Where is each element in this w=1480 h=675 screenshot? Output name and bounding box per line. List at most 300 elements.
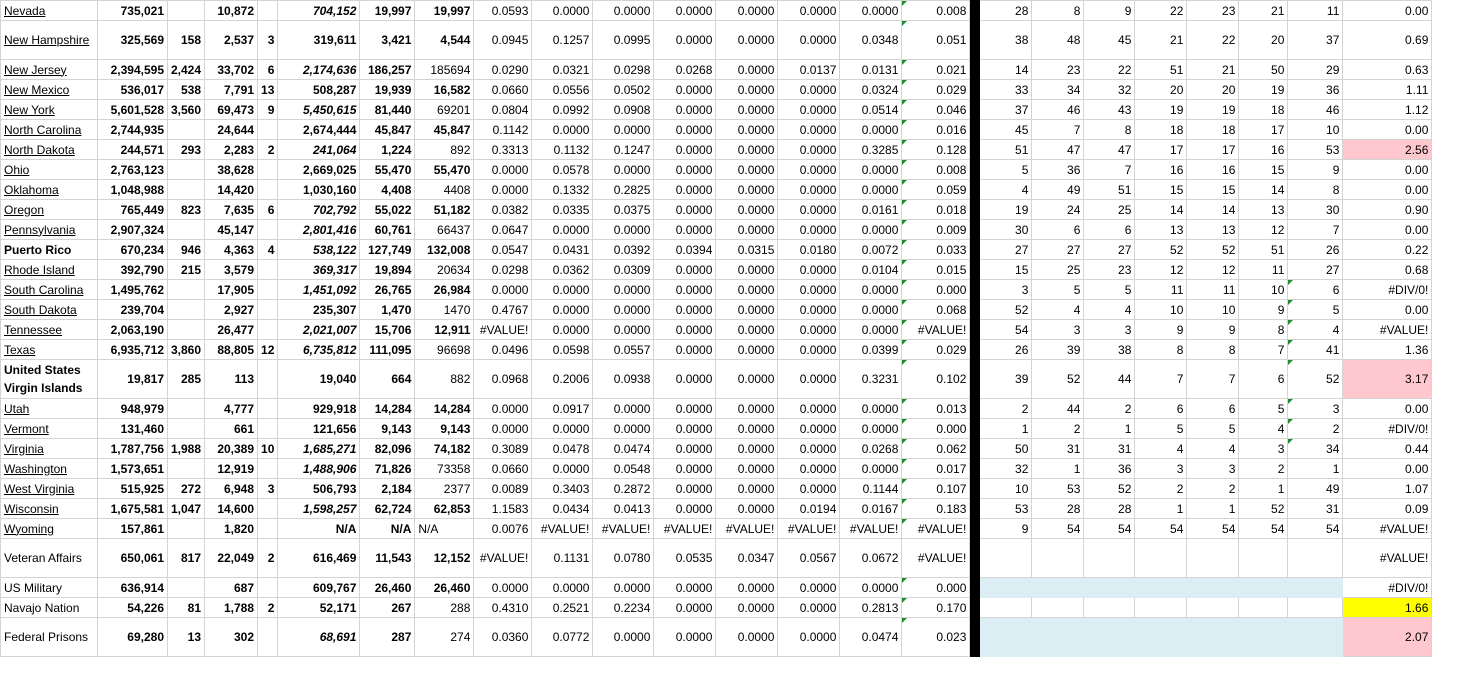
cell-d[interactable]: 6 [258,200,278,220]
cell-n[interactable]: 0.0348 [840,21,902,60]
cell-a[interactable]: 69,280 [98,618,168,657]
cell-c[interactable]: 113 [205,360,258,399]
cell-c[interactable]: 69,473 [205,100,258,120]
cell-g[interactable]: 274 [415,618,474,657]
cell-rank-6[interactable]: 14 [1239,180,1288,200]
cell-b[interactable] [168,459,205,479]
cell-o[interactable]: 0.107 [902,479,970,499]
cell-i[interactable]: 0.0434 [532,499,593,519]
cell-rank-3[interactable]: 38 [1084,340,1135,360]
cell-ratio[interactable]: 1.66 [1343,598,1432,618]
cell-d[interactable]: 4 [258,240,278,260]
cell-d[interactable]: 2 [258,140,278,160]
cell-f[interactable]: 60,761 [360,220,415,240]
cell-rank-5[interactable]: 10 [1187,300,1239,320]
cell-o[interactable]: 0.062 [902,439,970,459]
cell-rank-3[interactable]: 28 [1084,499,1135,519]
cell-d[interactable] [258,578,278,598]
cell-n[interactable]: 0.0000 [840,280,902,300]
cell-rank-5[interactable]: 2 [1187,479,1239,499]
cell-i[interactable]: 0.0578 [532,160,593,180]
cell-rank-2[interactable]: 46 [1032,100,1084,120]
cell-h[interactable]: 0.0945 [474,21,532,60]
cell-rank-4[interactable]: 7 [1135,360,1187,399]
cell-g[interactable]: 4,544 [415,21,474,60]
cell-k[interactable]: 0.0535 [654,539,716,578]
cell-rank-5[interactable]: 20 [1187,80,1239,100]
cell-m[interactable]: 0.0000 [778,100,840,120]
cell-rank-3[interactable]: 4 [1084,300,1135,320]
cell-b[interactable]: 285 [168,360,205,399]
cell-l[interactable]: 0.0000 [716,300,778,320]
cell-rank-5[interactable]: 21 [1187,60,1239,80]
cell-n[interactable]: 0.0167 [840,499,902,519]
cell-e[interactable]: N/A [278,519,360,539]
cell-rank-4[interactable] [1135,539,1187,578]
cell-b[interactable]: 538 [168,80,205,100]
cell-rank-2[interactable]: 52 [1032,360,1084,399]
cell-rank-3[interactable] [1084,618,1135,657]
cell-k[interactable]: #VALUE! [654,519,716,539]
cell-ratio[interactable]: 0.69 [1343,21,1432,60]
cell-rank-6[interactable]: 7 [1239,340,1288,360]
cell-rank-2[interactable]: 2 [1032,419,1084,439]
cell-i[interactable]: 0.0556 [532,80,593,100]
cell-o[interactable]: 0.013 [902,399,970,419]
cell-state-name[interactable]: Oregon [1,200,98,220]
cell-i[interactable]: 0.2006 [532,360,593,399]
cell-a[interactable]: 325,569 [98,21,168,60]
cell-g[interactable]: 132,008 [415,240,474,260]
cell-ratio[interactable]: 0.00 [1343,120,1432,140]
cell-d[interactable]: 13 [258,80,278,100]
cell-m[interactable]: 0.0000 [778,479,840,499]
cell-n[interactable]: 0.0072 [840,240,902,260]
cell-b[interactable]: 823 [168,200,205,220]
cell-state-name[interactable]: Puerto Rico [1,240,98,260]
cell-c[interactable]: 17,905 [205,280,258,300]
cell-h[interactable]: 0.3313 [474,140,532,160]
cell-rank-5[interactable]: 1 [1187,499,1239,519]
cell-rank-5[interactable]: 54 [1187,519,1239,539]
cell-c[interactable]: 661 [205,419,258,439]
cell-f[interactable]: 2,184 [360,479,415,499]
cell-rank-6[interactable]: 4 [1239,419,1288,439]
cell-j[interactable]: 0.2234 [593,598,654,618]
cell-o[interactable]: 0.033 [902,240,970,260]
cell-b[interactable] [168,160,205,180]
cell-d[interactable] [258,120,278,140]
cell-m[interactable]: 0.0000 [778,360,840,399]
cell-i[interactable]: 0.0000 [532,120,593,140]
cell-a[interactable]: 515,925 [98,479,168,499]
cell-i[interactable]: 0.1257 [532,21,593,60]
cell-rank-7[interactable]: 3 [1288,399,1343,419]
cell-state-name[interactable]: US Military [1,578,98,598]
cell-rank-7[interactable] [1288,598,1343,618]
cell-f[interactable]: 45,847 [360,120,415,140]
cell-k[interactable]: 0.0000 [654,260,716,280]
cell-rank-2[interactable] [1032,578,1084,598]
cell-rank-2[interactable]: 53 [1032,479,1084,499]
cell-rank-7[interactable]: 46 [1288,100,1343,120]
cell-ratio[interactable]: 1.12 [1343,100,1432,120]
cell-rank-2[interactable]: 7 [1032,120,1084,140]
cell-a[interactable]: 670,234 [98,240,168,260]
cell-rank-1[interactable]: 14 [980,60,1032,80]
cell-rank-6[interactable]: 12 [1239,220,1288,240]
cell-rank-7[interactable] [1288,539,1343,578]
cell-rank-3[interactable]: 44 [1084,360,1135,399]
cell-j[interactable]: 0.1247 [593,140,654,160]
cell-h[interactable]: 0.0000 [474,160,532,180]
cell-rank-5[interactable]: 6 [1187,399,1239,419]
cell-h[interactable]: 0.0547 [474,240,532,260]
cell-rank-7[interactable] [1288,618,1343,657]
cell-m[interactable]: 0.0000 [778,260,840,280]
cell-rank-7[interactable]: 31 [1288,499,1343,519]
cell-rank-4[interactable]: 3 [1135,459,1187,479]
cell-state-name[interactable]: Virginia [1,439,98,459]
cell-rank-2[interactable]: 3 [1032,320,1084,340]
cell-rank-4[interactable]: 18 [1135,120,1187,140]
cell-rank-4[interactable]: 16 [1135,160,1187,180]
cell-e[interactable]: 319,611 [278,21,360,60]
cell-l[interactable]: 0.0000 [716,200,778,220]
cell-f[interactable]: 15,706 [360,320,415,340]
cell-d[interactable] [258,399,278,419]
cell-h[interactable]: 0.0000 [474,180,532,200]
cell-rank-1[interactable]: 53 [980,499,1032,519]
cell-l[interactable]: 0.0000 [716,479,778,499]
cell-c[interactable]: 3,579 [205,260,258,280]
cell-f[interactable]: 19,939 [360,80,415,100]
cell-e[interactable]: 241,064 [278,140,360,160]
cell-rank-1[interactable]: 10 [980,479,1032,499]
cell-rank-1[interactable]: 50 [980,439,1032,459]
cell-rank-1[interactable]: 5 [980,160,1032,180]
cell-j[interactable]: 0.0000 [593,320,654,340]
cell-b[interactable]: 3,860 [168,340,205,360]
cell-state-name[interactable]: West Virginia [1,479,98,499]
cell-k[interactable]: 0.0000 [654,180,716,200]
cell-j[interactable]: 0.0995 [593,21,654,60]
cell-ratio[interactable]: 0.00 [1343,1,1432,21]
cell-ratio[interactable]: 2.07 [1343,618,1432,657]
cell-k[interactable]: 0.0000 [654,200,716,220]
cell-g[interactable]: 9,143 [415,419,474,439]
cell-h[interactable]: 0.0660 [474,459,532,479]
cell-m[interactable]: 0.0000 [778,399,840,419]
cell-c[interactable]: 10,872 [205,1,258,21]
cell-n[interactable]: 0.2813 [840,598,902,618]
cell-i[interactable]: 0.0000 [532,578,593,598]
cell-j[interactable]: 0.0000 [593,300,654,320]
cell-n[interactable]: 0.0000 [840,220,902,240]
cell-rank-4[interactable]: 4 [1135,439,1187,459]
cell-b[interactable]: 215 [168,260,205,280]
cell-ratio[interactable]: 0.22 [1343,240,1432,260]
cell-f[interactable]: 19,894 [360,260,415,280]
cell-rank-6[interactable] [1239,539,1288,578]
cell-c[interactable]: 4,363 [205,240,258,260]
cell-rank-2[interactable]: 4 [1032,300,1084,320]
cell-h[interactable]: 0.0496 [474,340,532,360]
cell-rank-4[interactable]: 19 [1135,100,1187,120]
cell-m[interactable]: 0.0000 [778,618,840,657]
cell-state-name[interactable]: North Dakota [1,140,98,160]
cell-rank-2[interactable]: 23 [1032,60,1084,80]
cell-rank-4[interactable] [1135,598,1187,618]
cell-a[interactable]: 1,573,651 [98,459,168,479]
cell-j[interactable]: 0.0938 [593,360,654,399]
cell-rank-4[interactable]: 6 [1135,399,1187,419]
cell-k[interactable]: 0.0000 [654,300,716,320]
cell-f[interactable]: 3,421 [360,21,415,60]
cell-m[interactable]: 0.0000 [778,180,840,200]
cell-rank-2[interactable]: 24 [1032,200,1084,220]
cell-l[interactable]: 0.0000 [716,80,778,100]
cell-e[interactable]: 6,735,812 [278,340,360,360]
cell-n[interactable]: 0.0324 [840,80,902,100]
cell-f[interactable]: 4,408 [360,180,415,200]
cell-e[interactable]: 68,691 [278,618,360,657]
cell-rank-3[interactable]: 32 [1084,80,1135,100]
cell-i[interactable]: 0.1332 [532,180,593,200]
cell-h[interactable]: 0.0298 [474,260,532,280]
cell-c[interactable]: 2,283 [205,140,258,160]
cell-b[interactable]: 946 [168,240,205,260]
cell-m[interactable]: 0.0000 [778,280,840,300]
cell-rank-7[interactable]: 41 [1288,340,1343,360]
cell-ratio[interactable]: #VALUE! [1343,320,1432,340]
cell-l[interactable]: 0.0000 [716,618,778,657]
cell-rank-1[interactable]: 45 [980,120,1032,140]
cell-d[interactable]: 6 [258,60,278,80]
cell-d[interactable] [258,618,278,657]
cell-rank-2[interactable]: 8 [1032,1,1084,21]
cell-rank-5[interactable]: 12 [1187,260,1239,280]
cell-i[interactable]: 0.0000 [532,220,593,240]
cell-b[interactable] [168,120,205,140]
cell-h[interactable]: 0.0360 [474,618,532,657]
cell-e[interactable]: 369,317 [278,260,360,280]
cell-f[interactable]: 82,096 [360,439,415,459]
cell-o[interactable]: 0.000 [902,419,970,439]
cell-rank-4[interactable]: 22 [1135,1,1187,21]
cell-g[interactable]: 892 [415,140,474,160]
cell-i[interactable]: 0.0321 [532,60,593,80]
cell-e[interactable]: 508,287 [278,80,360,100]
cell-g[interactable]: 1470 [415,300,474,320]
cell-b[interactable] [168,1,205,21]
cell-rank-7[interactable]: 37 [1288,21,1343,60]
cell-a[interactable]: 536,017 [98,80,168,100]
cell-o[interactable]: 0.008 [902,160,970,180]
cell-b[interactable] [168,320,205,340]
cell-rank-2[interactable] [1032,618,1084,657]
cell-o[interactable]: 0.183 [902,499,970,519]
cell-rank-6[interactable]: 54 [1239,519,1288,539]
cell-f[interactable]: 62,724 [360,499,415,519]
cell-rank-1[interactable]: 26 [980,340,1032,360]
cell-k[interactable]: 0.0000 [654,499,716,519]
cell-m[interactable]: 0.0000 [778,120,840,140]
cell-rank-6[interactable]: 6 [1239,360,1288,399]
cell-rank-2[interactable]: 28 [1032,499,1084,519]
cell-m[interactable]: 0.0000 [778,80,840,100]
cell-rank-1[interactable]: 32 [980,459,1032,479]
cell-h[interactable]: 0.4310 [474,598,532,618]
cell-o[interactable]: 0.021 [902,60,970,80]
cell-a[interactable]: 2,907,324 [98,220,168,240]
cell-i[interactable]: 0.0000 [532,459,593,479]
cell-b[interactable] [168,578,205,598]
cell-b[interactable]: 1,988 [168,439,205,459]
cell-b[interactable] [168,280,205,300]
cell-o[interactable]: 0.008 [902,1,970,21]
cell-rank-7[interactable]: 10 [1288,120,1343,140]
cell-state-name[interactable]: New Hampshire [1,21,98,60]
cell-b[interactable] [168,180,205,200]
cell-rank-6[interactable]: 20 [1239,21,1288,60]
cell-rank-7[interactable]: 54 [1288,519,1343,539]
cell-j[interactable]: 0.0000 [593,220,654,240]
cell-e[interactable]: 702,792 [278,200,360,220]
cell-d[interactable] [258,280,278,300]
cell-rank-2[interactable] [1032,539,1084,578]
cell-g[interactable]: 19,997 [415,1,474,21]
cell-i[interactable]: 0.0772 [532,618,593,657]
cell-m[interactable]: 0.0000 [778,21,840,60]
cell-ratio[interactable]: 0.00 [1343,220,1432,240]
cell-k[interactable]: 0.0000 [654,280,716,300]
cell-state-name[interactable]: Nevada [1,1,98,21]
cell-rank-3[interactable]: 54 [1084,519,1135,539]
cell-m[interactable]: 0.0567 [778,539,840,578]
cell-h[interactable]: 0.4767 [474,300,532,320]
cell-n[interactable]: 0.1144 [840,479,902,499]
cell-rank-6[interactable]: 51 [1239,240,1288,260]
cell-rank-1[interactable]: 4 [980,180,1032,200]
cell-m[interactable]: #VALUE! [778,519,840,539]
cell-rank-3[interactable]: 7 [1084,160,1135,180]
cell-rank-7[interactable]: 2 [1288,419,1343,439]
cell-h[interactable]: 0.0968 [474,360,532,399]
cell-ratio[interactable]: 0.44 [1343,439,1432,459]
cell-o[interactable]: #VALUE! [902,539,970,578]
cell-o[interactable]: 0.000 [902,578,970,598]
cell-f[interactable]: 9,143 [360,419,415,439]
cell-rank-1[interactable] [980,598,1032,618]
cell-rank-3[interactable] [1084,539,1135,578]
cell-n[interactable]: 0.3285 [840,140,902,160]
cell-i[interactable]: 0.0478 [532,439,593,459]
cell-rank-1[interactable]: 54 [980,320,1032,340]
cell-o[interactable]: 0.017 [902,459,970,479]
cell-rank-6[interactable]: 15 [1239,160,1288,180]
cell-ratio[interactable]: 0.68 [1343,260,1432,280]
cell-rank-1[interactable]: 38 [980,21,1032,60]
cell-j[interactable]: 0.0000 [593,399,654,419]
cell-o[interactable]: 0.009 [902,220,970,240]
cell-i[interactable]: 0.0431 [532,240,593,260]
cell-f[interactable]: 664 [360,360,415,399]
cell-f[interactable]: 1,470 [360,300,415,320]
cell-rank-6[interactable]: 18 [1239,100,1288,120]
cell-i[interactable]: 0.0598 [532,340,593,360]
cell-h[interactable]: 0.0000 [474,578,532,598]
cell-ratio[interactable]: 0.63 [1343,60,1432,80]
cell-rank-1[interactable] [980,539,1032,578]
cell-rank-3[interactable]: 47 [1084,140,1135,160]
cell-i[interactable]: 0.1131 [532,539,593,578]
cell-state-name[interactable]: Tennessee [1,320,98,340]
cell-f[interactable]: 71,826 [360,459,415,479]
cell-rank-5[interactable]: 9 [1187,320,1239,340]
cell-e[interactable]: 235,307 [278,300,360,320]
cell-h[interactable]: 0.0000 [474,419,532,439]
cell-rank-7[interactable]: 1 [1288,459,1343,479]
cell-j[interactable]: 0.0548 [593,459,654,479]
cell-rank-2[interactable]: 31 [1032,439,1084,459]
cell-m[interactable]: 0.0000 [778,340,840,360]
cell-rank-1[interactable]: 27 [980,240,1032,260]
cell-rank-3[interactable]: 51 [1084,180,1135,200]
cell-rank-1[interactable]: 15 [980,260,1032,280]
cell-f[interactable]: 1,224 [360,140,415,160]
cell-ratio[interactable]: 1.11 [1343,80,1432,100]
cell-d[interactable] [258,160,278,180]
cell-rank-5[interactable]: 19 [1187,100,1239,120]
cell-f[interactable]: 81,440 [360,100,415,120]
cell-m[interactable]: 0.0000 [778,598,840,618]
cell-d[interactable] [258,459,278,479]
cell-rank-5[interactable]: 22 [1187,21,1239,60]
cell-o[interactable]: 0.059 [902,180,970,200]
cell-state-name[interactable]: Vermont [1,419,98,439]
cell-rank-2[interactable]: 39 [1032,340,1084,360]
cell-f[interactable]: 55,470 [360,160,415,180]
cell-rank-4[interactable]: 51 [1135,60,1187,80]
cell-l[interactable]: 0.0000 [716,459,778,479]
cell-b[interactable]: 158 [168,21,205,60]
cell-h[interactable]: 0.0660 [474,80,532,100]
cell-j[interactable]: 0.0502 [593,80,654,100]
cell-n[interactable]: 0.0514 [840,100,902,120]
cell-f[interactable]: 19,997 [360,1,415,21]
cell-rank-2[interactable]: 6 [1032,220,1084,240]
cell-rank-4[interactable]: 9 [1135,320,1187,340]
cell-ratio[interactable]: 0.00 [1343,399,1432,419]
cell-a[interactable]: 157,861 [98,519,168,539]
cell-i[interactable]: 0.0000 [532,1,593,21]
cell-l[interactable]: 0.0000 [716,140,778,160]
cell-b[interactable]: 272 [168,479,205,499]
cell-rank-1[interactable]: 51 [980,140,1032,160]
cell-h[interactable]: #VALUE! [474,320,532,340]
cell-f[interactable]: 14,284 [360,399,415,419]
cell-rank-4[interactable] [1135,578,1187,598]
cell-rank-6[interactable]: 10 [1239,280,1288,300]
cell-b[interactable] [168,419,205,439]
cell-j[interactable]: 0.2825 [593,180,654,200]
cell-rank-3[interactable]: 36 [1084,459,1135,479]
cell-l[interactable]: 0.0000 [716,180,778,200]
cell-i[interactable]: #VALUE! [532,519,593,539]
cell-d[interactable] [258,519,278,539]
cell-l[interactable]: 0.0000 [716,260,778,280]
